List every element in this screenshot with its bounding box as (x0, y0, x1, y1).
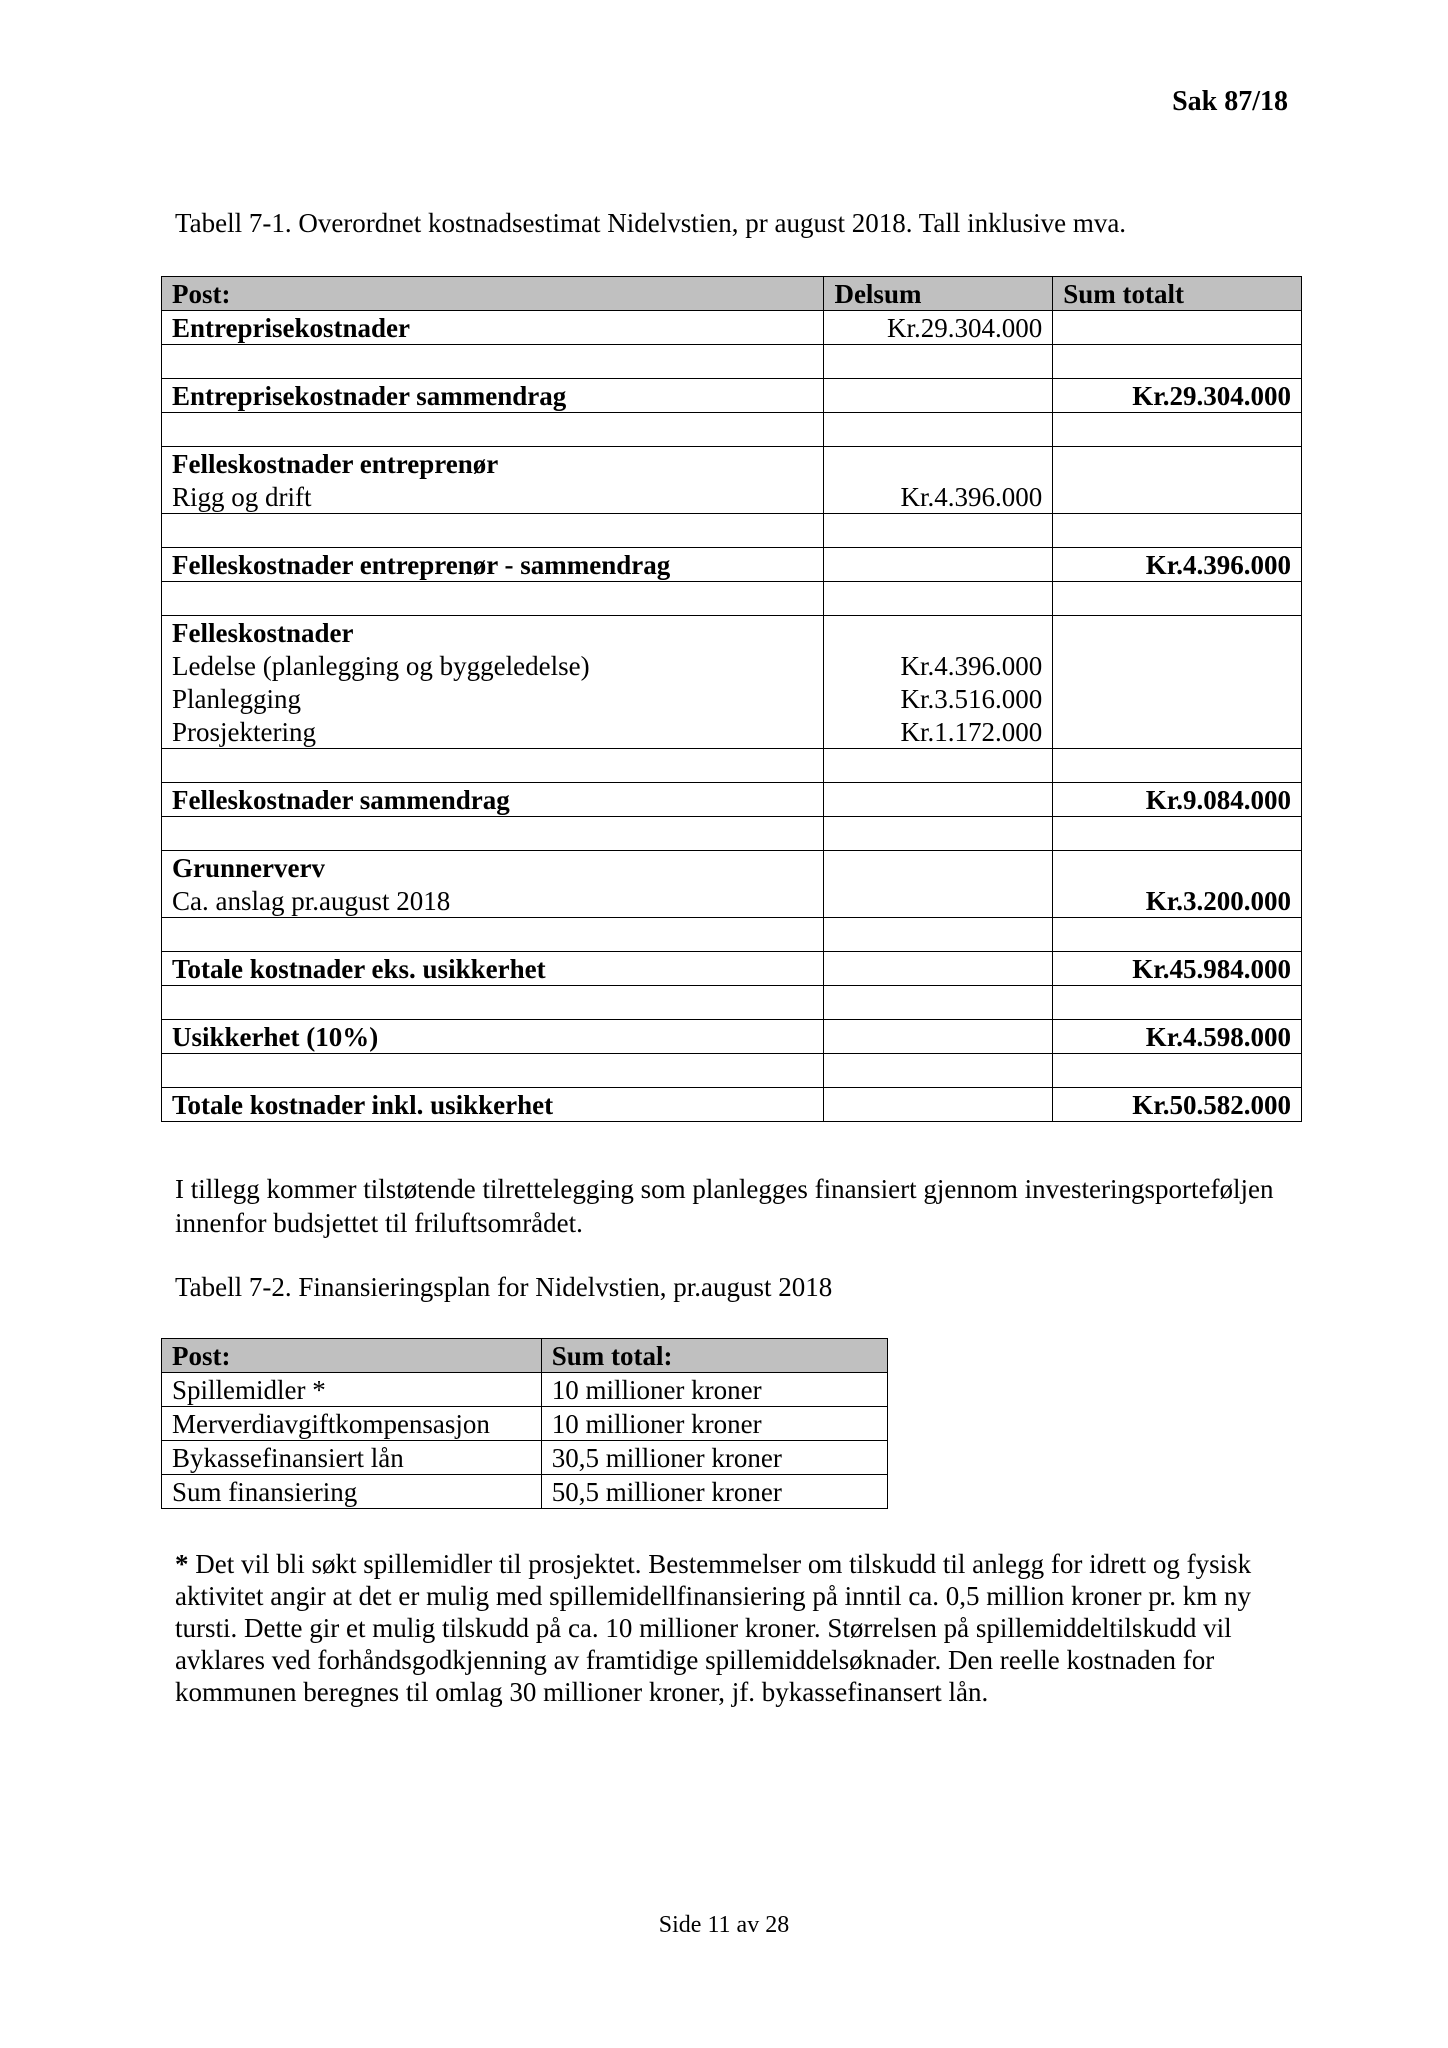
row-delsum (824, 1054, 1053, 1088)
table-row (162, 379, 1302, 413)
footnote (175, 1548, 1295, 1708)
table-row (162, 1054, 1302, 1088)
table-row (162, 952, 1302, 986)
row-label: Entreprisekostnader (162, 311, 824, 345)
case-reference: Sak 87/18 (1172, 86, 1288, 117)
row-label: Planlegging (162, 682, 824, 715)
row-post: Spillemidler * (162, 1373, 542, 1407)
row-total: Kr.29.304.000 (1053, 379, 1302, 413)
row-delsum (824, 884, 1053, 918)
row-delsum (824, 1020, 1053, 1054)
table-row (162, 1407, 888, 1441)
table-row (162, 1475, 888, 1509)
row-label (162, 1054, 824, 1088)
cost-estimate-table (161, 276, 1302, 1122)
table-row (162, 480, 1302, 514)
row-delsum: Kr.3.516.000 (824, 682, 1053, 715)
table-row (162, 715, 1302, 749)
row-total (1053, 749, 1302, 783)
row-total (1053, 345, 1302, 379)
row-total (1053, 480, 1302, 514)
table-row (162, 817, 1302, 851)
row-label: Rigg og drift (162, 480, 824, 514)
row-total (1053, 851, 1302, 885)
row-total: Kr.3.200.000 (1053, 884, 1302, 918)
table-header-row (162, 1339, 888, 1373)
row-label (162, 582, 824, 616)
table-row (162, 447, 1302, 481)
row-delsum (824, 345, 1053, 379)
row-total (1053, 582, 1302, 616)
row-delsum: Kr.1.172.000 (824, 715, 1053, 749)
header-post: Post: (162, 277, 824, 311)
row-delsum (824, 952, 1053, 986)
row-sum: 50,5 millioner kroner (541, 1475, 887, 1509)
row-delsum (824, 616, 1053, 650)
table-row (162, 413, 1302, 447)
table-row (162, 1441, 888, 1475)
table-row (162, 986, 1302, 1020)
row-total: Kr.9.084.000 (1053, 783, 1302, 817)
row-total: Kr.4.396.000 (1053, 548, 1302, 582)
row-label: Felleskostnader (162, 616, 824, 650)
row-label (162, 514, 824, 548)
table-row (162, 514, 1302, 548)
header-post: Post: (162, 1339, 542, 1373)
row-delsum: Kr.4.396.000 (824, 480, 1053, 514)
row-total: Kr.4.598.000 (1053, 1020, 1302, 1054)
row-label: Totale kostnader inkl. usikkerhet (162, 1088, 824, 1122)
row-label: Totale kostnader eks. usikkerhet (162, 952, 824, 986)
page-number: Side 11 av 28 (658, 1912, 790, 1938)
row-label (162, 817, 824, 851)
row-total (1053, 918, 1302, 952)
row-delsum (824, 918, 1053, 952)
row-sum: 30,5 millioner kroner (541, 1441, 887, 1475)
row-delsum (824, 986, 1053, 1020)
table-row (162, 682, 1302, 715)
row-label: Felleskostnader entreprenør - sammendrag (162, 548, 824, 582)
row-label: Ledelse (planlegging og byggeledelse) (162, 649, 824, 682)
row-label: Felleskostnader sammendrag (162, 783, 824, 817)
row-total (1053, 1054, 1302, 1088)
table-row (162, 851, 1302, 885)
table2-caption: Tabell 7-2. Finansieringsplan for Nidelvstien, pr.august 2018 (175, 1272, 833, 1302)
table-header-row (162, 277, 1302, 311)
row-label (162, 345, 824, 379)
additional-note: I tillegg kommer tilstøtende tilrettelegging som planlegges finansiert gjennom investeringsporteføljen innenfor budsjettet til friluftsområdet. (175, 1174, 1274, 1238)
row-delsum (824, 749, 1053, 783)
row-delsum (824, 447, 1053, 481)
row-label (162, 918, 824, 952)
header-sum-totalt: Sum totalt (1053, 277, 1302, 311)
row-label (162, 749, 824, 783)
row-label: Prosjektering (162, 715, 824, 749)
row-total (1053, 986, 1302, 1020)
row-post: Merverdiavgiftkompensasjon (162, 1407, 542, 1441)
table-row (162, 884, 1302, 918)
table-row (162, 1020, 1302, 1054)
financing-plan-table (161, 1338, 888, 1509)
table-row (162, 311, 1302, 345)
row-post: Sum finansiering (162, 1475, 542, 1509)
row-delsum (824, 379, 1053, 413)
table-row (162, 1088, 1302, 1122)
header-sum-total: Sum total: (541, 1339, 887, 1373)
row-total: Kr.50.582.000 (1053, 1088, 1302, 1122)
row-total (1053, 682, 1302, 715)
row-label: Ca. anslag pr.august 2018 (162, 884, 824, 918)
row-delsum (824, 817, 1053, 851)
row-total (1053, 649, 1302, 682)
table-row (162, 783, 1302, 817)
row-delsum (824, 582, 1053, 616)
row-post: Bykassefinansiert lån (162, 1441, 542, 1475)
table-row (162, 918, 1302, 952)
row-delsum (824, 851, 1053, 885)
row-label (162, 413, 824, 447)
row-total (1053, 413, 1302, 447)
table-row (162, 616, 1302, 650)
row-total (1053, 311, 1302, 345)
row-delsum (824, 1088, 1053, 1122)
row-label: Felleskostnader entreprenør (162, 447, 824, 481)
table-row (162, 649, 1302, 682)
row-delsum (824, 783, 1053, 817)
row-label: Grunnerverv (162, 851, 824, 885)
footnote-marker: * (175, 1549, 189, 1579)
row-label (162, 986, 824, 1020)
table-row (162, 345, 1302, 379)
table1-caption: Tabell 7-1. Overordnet kostnadsestimat Nidelvstien, pr august 2018. Tall inklusive mva. (175, 208, 1127, 238)
table-row (162, 1373, 888, 1407)
row-delsum (824, 514, 1053, 548)
row-total (1053, 817, 1302, 851)
row-sum: 10 millioner kroner (541, 1373, 887, 1407)
table-row (162, 582, 1302, 616)
row-label: Usikkerhet (10%) (162, 1020, 824, 1054)
row-total (1053, 715, 1302, 749)
row-delsum: Kr.4.396.000 (824, 649, 1053, 682)
row-total (1053, 514, 1302, 548)
table-row (162, 548, 1302, 582)
row-label: Entreprisekostnader sammendrag (162, 379, 824, 413)
header-delsum: Delsum (824, 277, 1053, 311)
row-delsum (824, 413, 1053, 447)
row-total (1053, 447, 1302, 481)
row-sum: 10 millioner kroner (541, 1407, 887, 1441)
row-total (1053, 616, 1302, 650)
table-row (162, 749, 1302, 783)
row-total: Kr.45.984.000 (1053, 952, 1302, 986)
footnote-text: Det vil bli søkt spillemidler til prosjektet. Bestemmelser om tilskudd til anlegg for idrett og fysisk aktivitet angir at det er mulig med spillemidellfinansiering på inntil ca. 0,5 million kroner pr. km ny tursti. Dette gir et mulig tilskudd på ca. 10 millioner kroner. Størrelsen på spillemiddeltilskudd vil avklares ved forhåndsgodkjenning av framtidige spillemiddelsøknader. Den reelle kostnaden for kommunen beregnes til omlag 30 millioner kroner, jf. bykassefinansert lån. (175, 1549, 1252, 1707)
row-delsum (824, 548, 1053, 582)
row-delsum: Kr.29.304.000 (824, 311, 1053, 345)
